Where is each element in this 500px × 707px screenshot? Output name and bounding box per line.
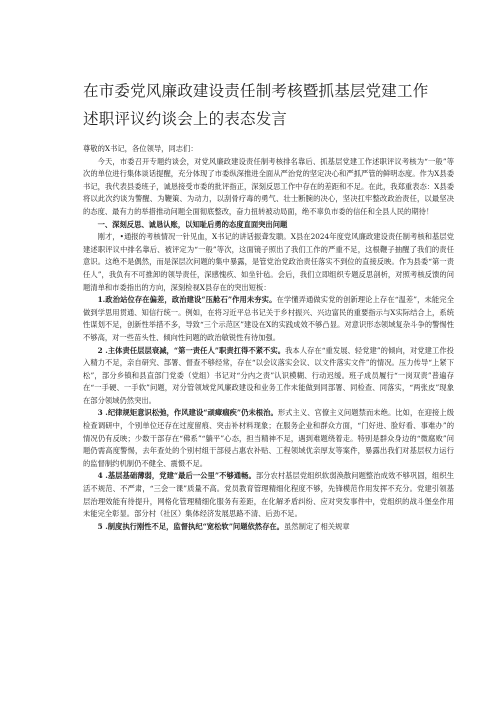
item-4-paragraph (83, 470, 454, 520)
item-3-paragraph (83, 407, 454, 470)
document-body (83, 143, 454, 533)
section-1-intro: 刚才，•通报的考核情况一针见血，X书记的讲话振聋发聩。X县在2024年度党风廉政建设责任制考核和基层党建述职评议中排名靠后、被评定为“一般”等次，这面镜子照出了我们工作的严重不足，这根鞭子抽醒了我们的责任意识。这绝不是偶然，而是深层次问题的集中暴露，是管党治党政治责任落实不到位的直接反映。作为县委“第一责任人”，我负有不可推卸的领导责任，深感愧疚、如坐针毡。会后，我们立即组织专题反思剖析，对照考核反馈的问题清单和市委指出的方向，深刻检视X县存在的突出短板： (83, 232, 454, 292)
item-2-paragraph (83, 345, 454, 408)
item-4-lead: 4 .基层基础薄弱，党建“最后一公里”不够通畅。 (97, 471, 256, 481)
section-1-heading: 一、深刻反思、诚恳认账，以知耻后勇的态度直面突出问题 (97, 219, 288, 229)
item-5-paragraph (83, 521, 454, 534)
title-line-1: 在市委党风廉政建设责任制考核暨抓基层党建工作 (83, 82, 429, 100)
item-5-lead: 5 .制度执行刚性不足，监督执纪“宽松软”问题依然存在。 (97, 521, 284, 531)
item-2-lead: 2 .主体责任层层衰减，“第一责任人”职责扛得不紧不实。 (97, 345, 286, 355)
item-1-lead: 1.政治站位存在偏差，政治建设“压舱石”作用未夯实。 (97, 295, 277, 305)
item-1-paragraph (83, 294, 454, 344)
title-line-2: 述职评议约谈会上的表态发言 (83, 110, 288, 128)
item-5-text: 虽然制定了相关规章 (283, 521, 350, 531)
item-2-text: 我本人存在“重发展、轻党建”的倾向，对党建工作投入精力不足，亲自研究、部署、督查不够经常，存在“以会议落实会议、以文件落实文件”的情况。压力传导“上紧下松”，部分乡镇和县直部门党委（党组）书记对“分内之责”认识模糊、行动迟缓。班子成员履行“一岗双责”普遍存在“一手硬、一手软”问题，对分管领域党风廉政建设和业务工作未能做到同部署、同检查、同落实，“两张皮”现象在部分领域仍然突出。 (83, 345, 454, 405)
salutation: 尊敬的X书记，各位领导，同志们： (83, 144, 198, 153)
item-3-text: 形式主义、官僚主义问题禁而未绝。比如，在迎接上级检查调研中，个别单位还存在过度留痕、突击补材料现象；在服务企业和群众方面，“门好进、脸好看、事难办”的情况仍有反映；少数干部存在“佛系”“躺平”心态，担当精神不足，遇到难题绕着走。特别是群众身边的“微腐败”问题仍需高度警惕，去年查处的个别村组干部侵占惠农补贴、工程领域优亲厚友等案件，暴露出我们对基层权力运行的监督制约机制仍不健全、震慑不足。 (83, 408, 454, 468)
item-1-text: 在学懂弄通做实党的创新理论上存在“温差”，未能完全做到学思用贯通、知信行统一。例如，在将习近平总书记关于乡村振兴、兴边富民的重要指示与X实际结合上，系统性谋划不足，创新性举措不多，导致“三个示范区”建设在X的实践成效不够凸显。对意识形态领域复杂斗争的警惕性不够高，对一些苗头性、倾向性问题的政治敏锐性有待加强。 (83, 295, 454, 342)
item-4-text: 部分农村基层党组织软弱涣散问题整治成效不够巩固，组织生活不规范、不严肃，“三会一课”质量不高。党员教育管理精细化程度不够，先锋模范作用发挥不充分。党建引领基层治理效能有待提升，网格化管理精细化服务有差距，在化解矛盾纠纷、应对突发事件中，党组织的战斗堡垒作用未能完全彰显。部分村（社区）集体经济发展思路不清、后劲不足。 (83, 471, 454, 519)
item-3-lead: 3 .纪律规矩意识松弛，作风建设“顽瘴痼疾”仍未根治。 (97, 408, 278, 418)
document-title (83, 77, 454, 133)
intro-paragraph: 今天，市委召开专题约谈会，对党风廉政建设责任制考核排名靠后、抓基层党建工作述职评议考核为“一般”等次的单位进行集体谈话提醒，充分体现了市委纵深推进全面从严治党的坚定决心和严抓严管的鲜明态度。作为X县委书记，我代表县委班子，诚恳接受市委的批评指正，深刻反思工作中存在的差距和不足。在此，我郑重表态：X县委将以此次约谈为警醒、为鞭策、为动力，以刮骨疗毒的勇气、壮士断腕的决心，坚决扛牢整改政治责任，以最坚决的态度、最有力的举措推动问题全面彻底整改，奋力扭转被动局面，绝不辜负市委的信任和全县人民的期待！ (83, 156, 454, 216)
